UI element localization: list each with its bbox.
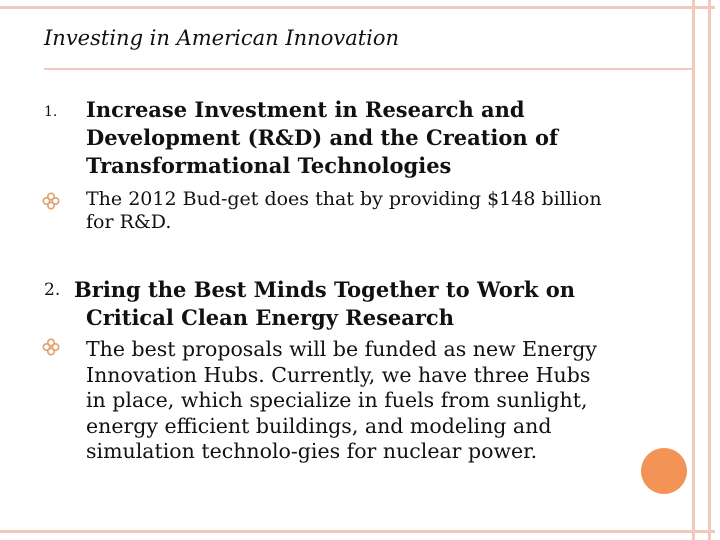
title-underline <box>44 68 694 70</box>
item-1-bullet-line: for R&D. <box>86 211 172 233</box>
flower-bullet-icon <box>42 338 60 356</box>
accent-circle <box>641 448 687 494</box>
item-2-bullet-line: simulation technolo-gies for nuclear power. <box>86 439 538 463</box>
item-2-marker: 2. <box>44 280 61 300</box>
item-1-bullet-text <box>86 188 686 234</box>
item-1-heading-line: Development (R&D) and the Creation of <box>86 125 559 150</box>
item-2-bullet-line: Innovation Hubs. Currently, we have three Hubs <box>86 362 591 387</box>
item-2-heading-line: Bring the Best Minds Together to Work on <box>74 277 576 302</box>
item-2-bullet-line: energy efficient buildings, and modeling and <box>86 413 552 438</box>
item-1-heading <box>86 96 686 180</box>
item-2-bullet-line: in place, which specialize in fuels from sunlight, <box>86 388 588 412</box>
item-1-heading-line: Transformational Technologies <box>86 153 452 178</box>
slide-title: Investing in American Innovation <box>44 26 400 50</box>
frame-right-line-outer <box>708 0 711 540</box>
frame-bottom-line <box>0 530 715 533</box>
item-1-bullet-line: The 2012 Bud-get does that by providing $148 billion <box>86 188 602 210</box>
item-1-marker: 1. <box>44 104 58 120</box>
item-2-heading-line: Critical Clean Energy Research <box>86 305 454 330</box>
item-2-bullet-line: The best proposals will be funded as new Energy <box>86 337 597 361</box>
item-2-bullet-text <box>86 337 686 465</box>
frame-top-line <box>0 6 715 9</box>
item-2-heading <box>74 276 684 332</box>
flower-bullet-icon <box>42 192 60 210</box>
frame-right-line-inner <box>692 0 695 540</box>
item-1-heading-line: Increase Investment in Research and <box>86 97 525 122</box>
